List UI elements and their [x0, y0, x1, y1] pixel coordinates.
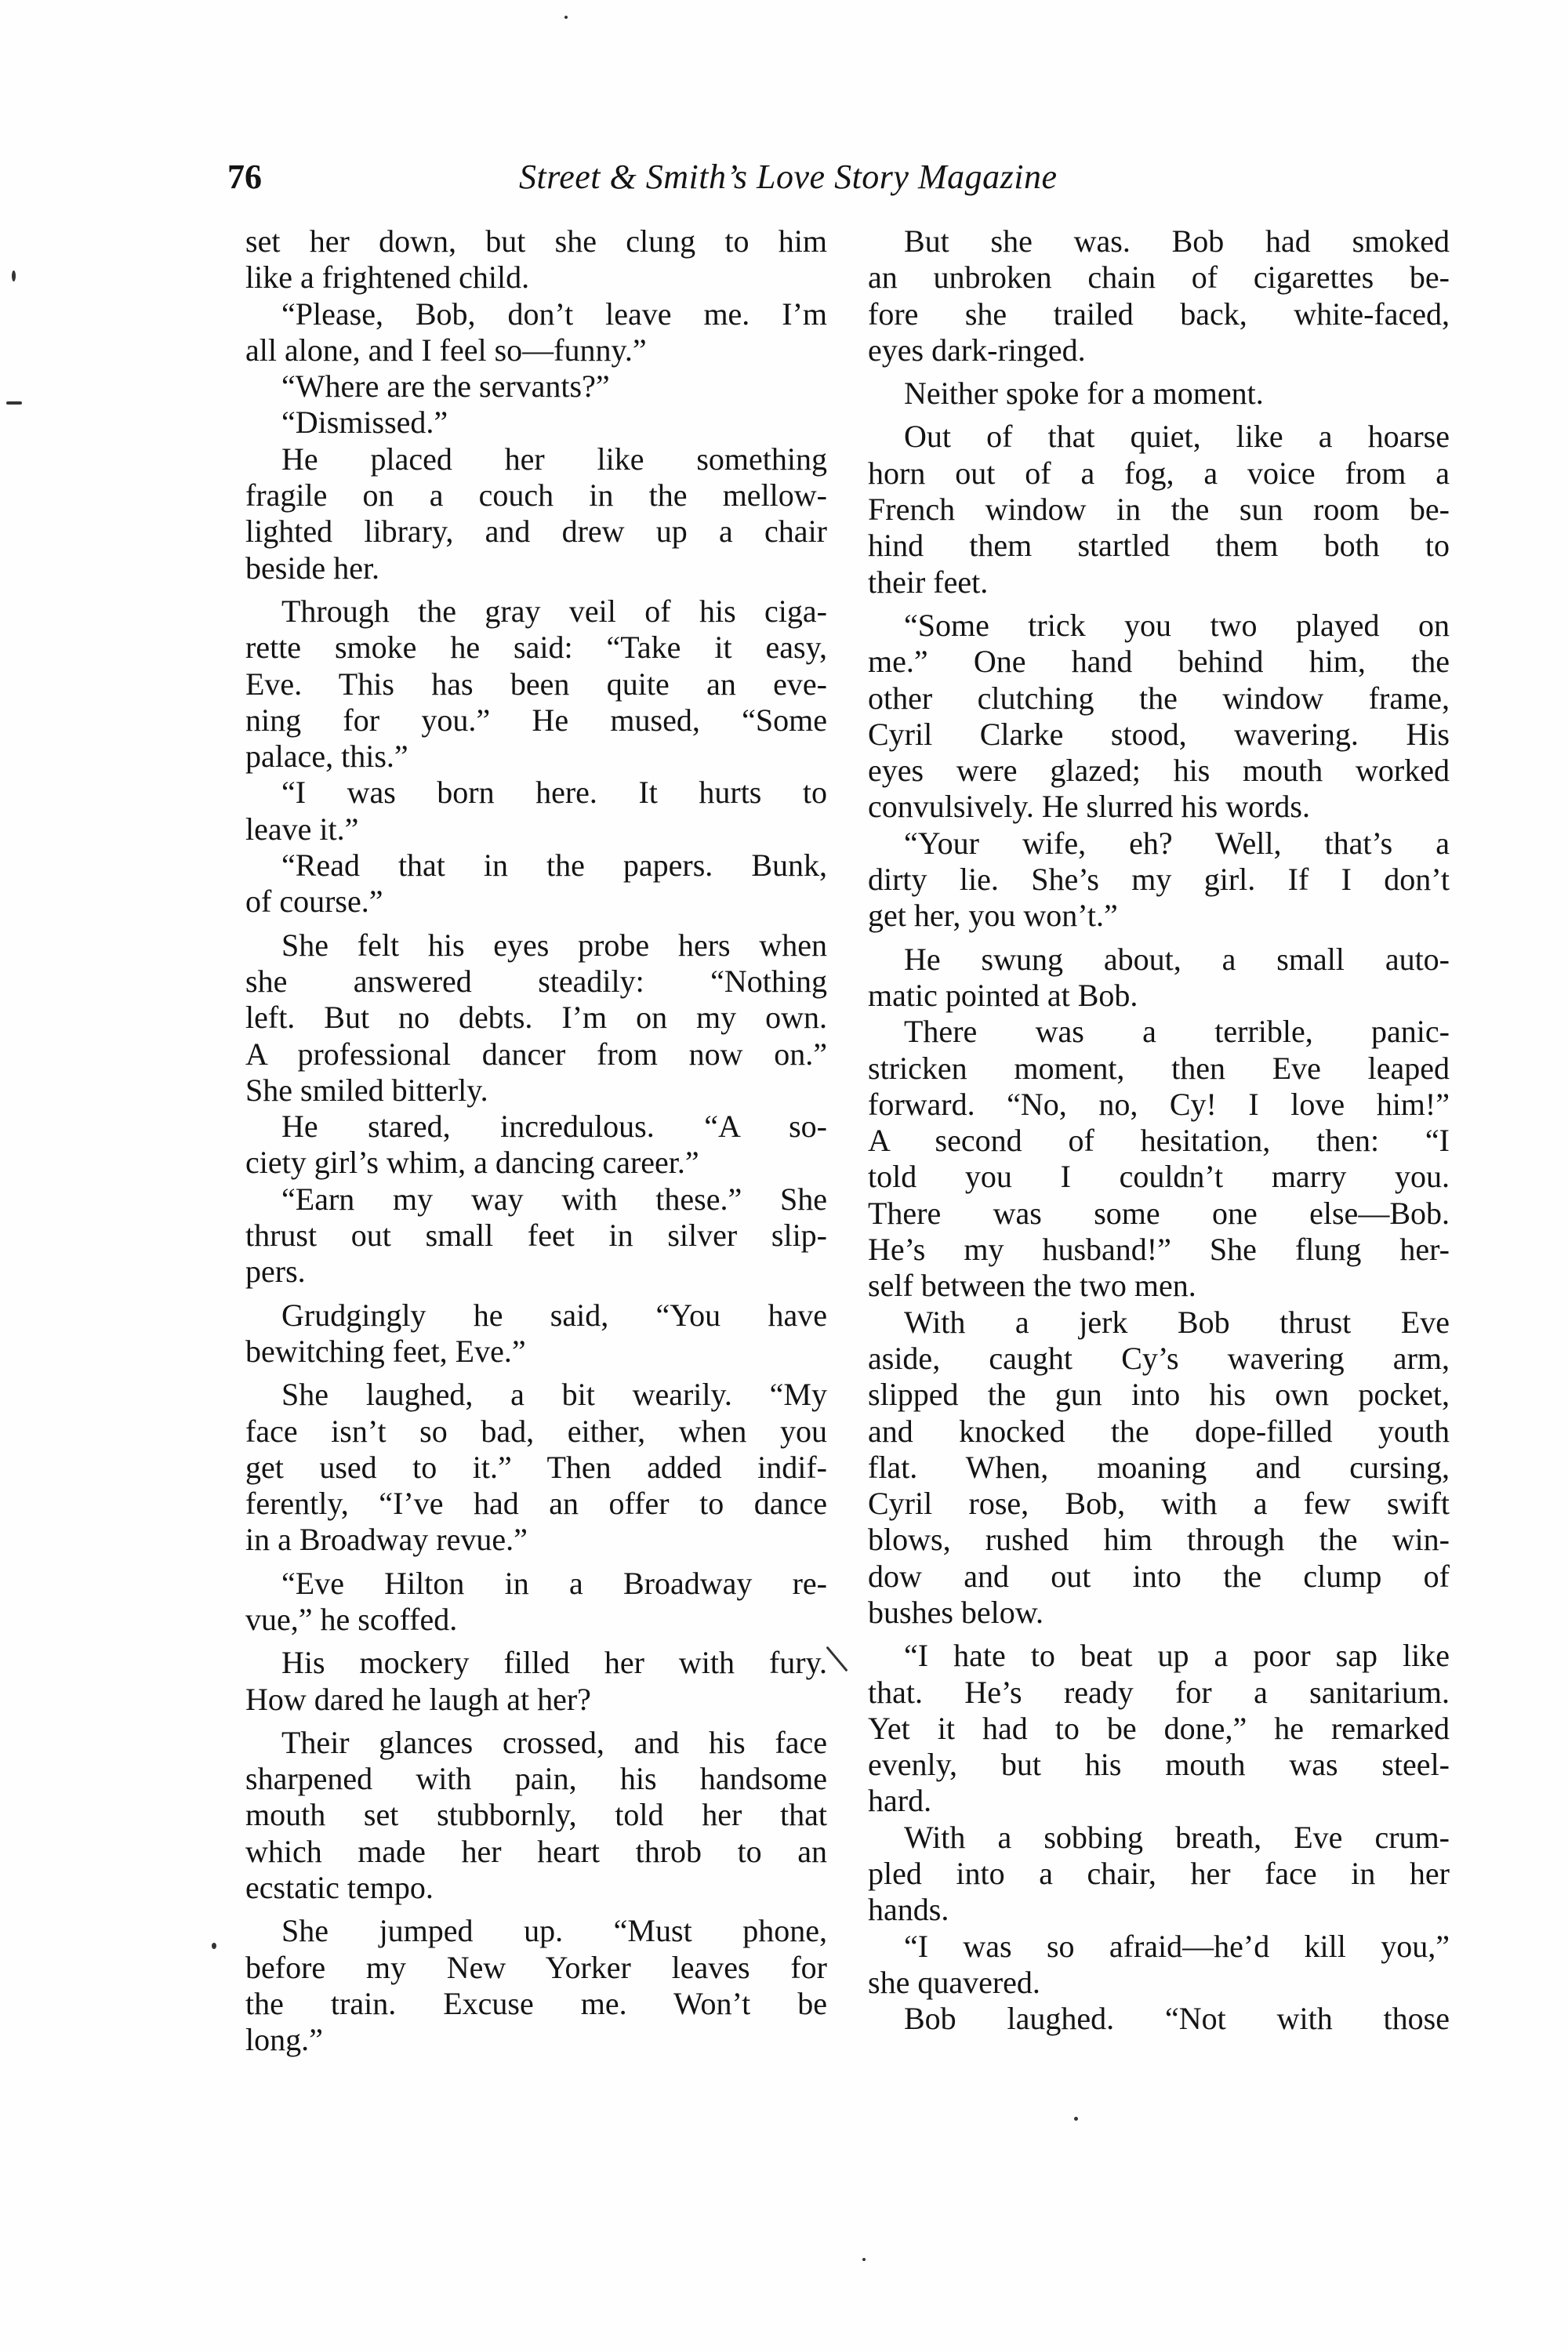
paragraph	[868, 419, 1450, 600]
text-line: set her down, but she clung to him	[245, 223, 827, 259]
running-header	[227, 154, 1239, 201]
text-line: Cyril rose, Bob, with a few swift	[868, 1486, 1450, 1522]
text-line: palace, this.”	[245, 739, 408, 775]
text-line: self between the two men.	[868, 1268, 1196, 1304]
text-line: Out of that quiet, like a hoarse	[904, 419, 1450, 455]
text-line: She jumped up. “Must phone,	[281, 1913, 827, 1949]
text-line: “I was born here. It hurts to	[281, 775, 827, 811]
paragraph	[245, 593, 827, 775]
paragraph	[245, 368, 827, 405]
text-line: “Where are the servants?”	[281, 368, 610, 405]
scan-speck	[862, 2258, 866, 2261]
paragraph	[868, 1820, 1450, 1929]
scan-speck	[826, 1646, 848, 1672]
page-number: 76	[227, 158, 262, 196]
text-line: “Dismissed.”	[281, 405, 448, 441]
text-line: me.” One hand behind him, the	[868, 644, 1450, 680]
text-line: bushes below.	[868, 1594, 1044, 1630]
scan-speck	[212, 1943, 216, 1949]
scan-speck	[1074, 2117, 1078, 2121]
paragraph	[245, 1725, 827, 1906]
paragraph	[868, 376, 1450, 412]
text-line: But she was. Bob had smoked	[904, 223, 1450, 259]
text-line: stricken moment, then Eve leaped	[868, 1050, 1450, 1086]
text-line: “Please, Bob, don’t leave me. I’m	[281, 296, 827, 332]
text-line: that. He’s ready for a sanitarium.	[868, 1674, 1450, 1710]
text-line: lighted library, and drew up a chair	[245, 514, 827, 550]
text-line: Neither spoke for a moment.	[904, 376, 1264, 412]
text-line: Grudgingly he said, “You have	[281, 1297, 827, 1333]
paragraph	[868, 608, 1450, 826]
text-line: He stared, incredulous. “A so-	[281, 1109, 827, 1145]
magazine-title: Street & Smith’s Love Story Magazine	[519, 158, 1058, 196]
text-line: leave it.”	[245, 811, 359, 847]
text-line: Yet it had to be done,” he remarked	[868, 1710, 1450, 1746]
scan-speck	[12, 270, 16, 281]
text-line: ferently, “I’ve had an offer to dance	[245, 1486, 827, 1522]
paragraph	[245, 927, 827, 1109]
text-line: face isn’t so bad, either, when you	[245, 1413, 827, 1449]
text-line: of course.”	[245, 884, 383, 920]
text-line: get her, you won’t.”	[868, 898, 1118, 934]
paragraph	[868, 1014, 1450, 1304]
paragraph	[245, 1109, 827, 1181]
paragraph	[245, 1566, 827, 1639]
text-line: With a sobbing breath, Eve crum-	[904, 1819, 1450, 1855]
paragraph	[245, 441, 827, 586]
text-line: like a frightened child.	[245, 260, 530, 296]
text-line: an unbroken chain of cigarettes be-	[868, 260, 1450, 296]
right-column	[868, 223, 1450, 2038]
text-line: which made her heart throb to an	[245, 1833, 827, 1869]
paragraph	[868, 826, 1450, 935]
text-line: thrust out small feet in silver slip-	[245, 1218, 827, 1254]
text-line: hind them startled them both to	[868, 528, 1450, 564]
left-column	[245, 223, 827, 2059]
paragraph	[868, 1305, 1450, 1632]
paragraph	[245, 848, 827, 920]
text-line: rette smoke he said: “Take it easy,	[245, 630, 827, 666]
text-line: their feet.	[868, 564, 989, 600]
text-line: forward. “No, no, Cy! I love him!”	[868, 1086, 1450, 1122]
text-line: pled into a chair, her face in her	[868, 1856, 1450, 1892]
paragraph	[245, 1377, 827, 1558]
text-line: long.”	[245, 2022, 323, 2058]
text-line: Their glances crossed, and his face	[281, 1724, 827, 1760]
text-line: How dared he laugh at her?	[245, 1681, 591, 1717]
text-line: before my New Yorker leaves for	[245, 1949, 827, 1985]
text-line: French window in the sun room be-	[868, 492, 1450, 528]
text-line: “Eve Hilton in a Broadway re-	[281, 1565, 827, 1601]
paragraph	[245, 1298, 827, 1370]
text-line: He’s my husband!” She flung her-	[868, 1232, 1450, 1268]
text-line: “Some trick you two played on	[904, 607, 1450, 643]
text-line: vue,” he scoffed.	[245, 1601, 458, 1637]
text-line: There was a terrible, panic-	[904, 1014, 1450, 1050]
text-line: His mockery filled her with fury.	[281, 1645, 827, 1681]
text-line: mouth set stubbornly, told her that	[245, 1797, 827, 1833]
text-line: beside her.	[245, 550, 380, 586]
text-line: ecstatic tempo.	[245, 1870, 434, 1906]
text-line: There was some one else—Bob.	[868, 1195, 1450, 1231]
paragraph	[245, 1645, 827, 1718]
paragraph	[245, 775, 827, 848]
text-line: Cyril Clarke stood, wavering. His	[868, 716, 1450, 752]
text-line: slipped the gun into his own pocket,	[868, 1377, 1450, 1413]
paragraph	[868, 2001, 1450, 2037]
text-line: flat. When, moaning and cursing,	[868, 1449, 1450, 1485]
text-line: other clutching the window frame,	[868, 680, 1450, 716]
text-line: She felt his eyes probe hers when	[281, 927, 827, 963]
paragraph	[245, 405, 827, 441]
text-line: “I was so afraid—he’d kill you,”	[904, 1928, 1450, 1964]
text-line: matic pointed at Bob.	[868, 977, 1138, 1013]
paragraph	[868, 1638, 1450, 1819]
text-line: “Your wife, eh? Well, that’s a	[904, 825, 1450, 861]
text-line: dow and out into the clump of	[868, 1558, 1450, 1594]
paragraph	[868, 1929, 1450, 2002]
text-line: get used to it.” Then added indif-	[245, 1449, 827, 1485]
text-line: hard.	[868, 1783, 932, 1819]
text-line: A professional dancer from now on.”	[245, 1036, 827, 1072]
text-line: blows, rushed him through the win-	[868, 1522, 1450, 1558]
text-line: A second of hesitation, then: “I	[868, 1123, 1450, 1159]
text-line: evenly, but his mouth was steel-	[868, 1747, 1450, 1783]
text-line: eyes were glazed; his mouth worked	[868, 753, 1450, 789]
text-line: With a jerk Bob thrust Eve	[904, 1304, 1450, 1340]
text-line: Through the gray veil of his ciga-	[281, 593, 827, 629]
text-line: He placed her like something	[281, 441, 827, 477]
text-line: “I hate to beat up a poor sap like	[904, 1638, 1450, 1674]
text-line: she quavered.	[868, 1964, 1040, 2000]
text-line: ciety girl’s whim, a dancing career.”	[245, 1145, 699, 1181]
text-line: the train. Excuse me. Won’t be	[245, 1985, 827, 2021]
text-line: ning for you.” He mused, “Some	[245, 702, 827, 738]
text-line: she answered steadily: “Nothing	[245, 963, 827, 999]
text-line: fore she trailed back, white-faced,	[868, 296, 1450, 332]
text-line: He swung about, a small auto-	[904, 941, 1450, 977]
text-line: hands.	[868, 1892, 949, 1928]
text-line: dirty lie. She’s my girl. If I don’t	[868, 862, 1450, 898]
text-line: She laughed, a bit wearily. “My	[281, 1377, 827, 1413]
text-line: sharpened with pain, his handsome	[245, 1761, 827, 1797]
paragraph	[245, 1181, 827, 1290]
paragraph	[868, 942, 1450, 1014]
text-line: “Earn my way with these.” She	[281, 1181, 827, 1217]
text-line: left. But no debts. I’m on my own.	[245, 1000, 827, 1036]
text-line: bewitching feet, Eve.”	[245, 1333, 526, 1369]
paragraph	[245, 1913, 827, 2058]
paragraph	[868, 223, 1450, 368]
text-line: “Read that in the papers. Bunk,	[281, 848, 827, 884]
text-line: pers.	[245, 1254, 306, 1290]
text-line: She smiled bitterly.	[245, 1072, 488, 1108]
paragraph	[245, 296, 827, 369]
text-line: Eve. This has been quite an eve-	[245, 666, 827, 702]
text-line: fragile on a couch in the mellow-	[245, 477, 827, 514]
text-line: told you I couldn’t marry you.	[868, 1159, 1450, 1195]
text-line: eyes dark-ringed.	[868, 332, 1086, 368]
text-line: aside, caught Cy’s wavering arm,	[868, 1340, 1450, 1376]
text-line: in a Broadway revue.”	[245, 1522, 528, 1558]
text-line: all alone, and I feel so—funny.”	[245, 332, 647, 368]
paragraph	[245, 223, 827, 296]
scan-speck	[6, 401, 22, 405]
text-line: convulsively. He slurred his words.	[868, 789, 1310, 825]
text-line: horn out of a fog, a voice from a	[868, 455, 1450, 491]
scan-speck	[564, 16, 568, 19]
text-line: and knocked the dope-filled youth	[868, 1413, 1450, 1449]
text-line: Bob laughed. “Not with those	[904, 2001, 1450, 2037]
